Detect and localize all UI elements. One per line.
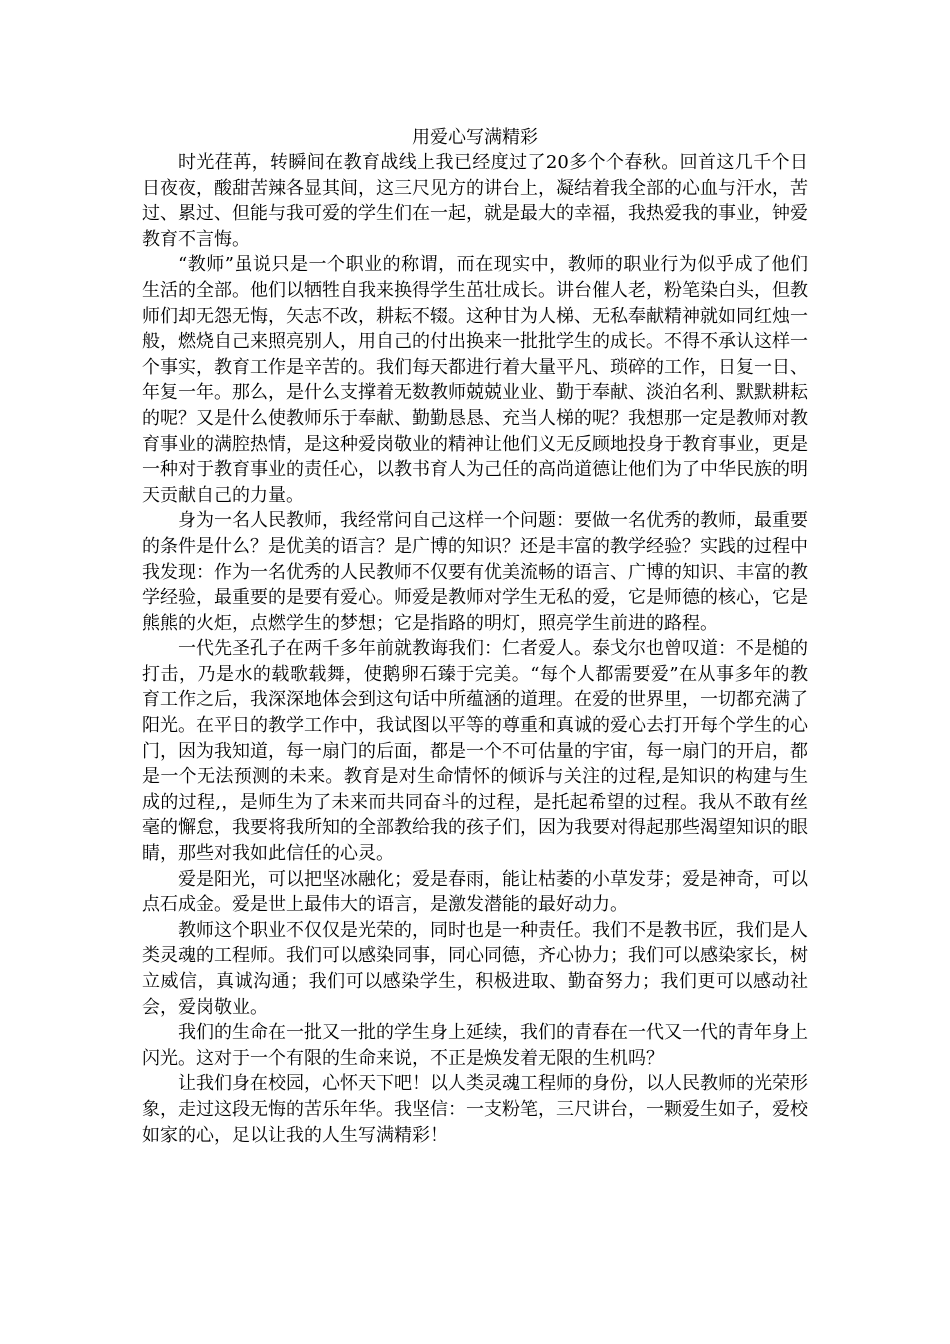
paragraph-1: 时光荏苒，转瞬间在教育战线上我已经度过了20多个个春秋。回首这几千个日日夜夜，酸甜苦辣各显其间，这三尺见方的讲台上，凝结着我全部的心血与汗水，苦过、累过、但能与我可爱的学生们在一起，就是最大的幸福，我热爱我的事业，钟爱教育不言悔。	[142, 152, 808, 250]
paragraph-6: 教师这个职业不仅仅是光荣的，同时也是一种责任。我们不是教书匠，我们是人类灵魂的工程师。我们可以感染同事，同心同德，齐心协力；我们可以感染家长，树立威信，真诚沟通；我们可以感染学生，积极进取、勤奋努力；我们更可以感动社会，爱岗敬业。	[142, 919, 808, 1018]
paragraph-4: 一代先圣孔子在两千多年前就教诲我们：仁者爱人。泰戈尔也曾叹道：不是槌的打击，乃是水的载歌载舞，使鹅卵石臻于完美。“每个人都需要爱”在从事多年的教育工作之后，我深深地体会到这句话中所蕴涵的道理。在爱的世界里，一切都充满了阳光。在平日的教学工作中，我试图以平等的尊重和真诚的爱心去打开每个学生的心门，因为我知道，每一扇门的后面，都是一个不可估量的宇宙，每一扇门的开启，都是一个无法预测的未来。教育是对生命情怀的倾诉与关注的过程,是知识的构建与生成的过程,，是师生为了未来而共同奋斗的过程，是托起希望的过程。我从不敢有丝毫的懈怠，我要将我所知的全部教给我的孩子们，因为我要对得起那些渴望知识的眼睛，那些对我如此信任的心灵。	[142, 638, 808, 865]
paragraph-8: 让我们身在校园，心怀天下吧！以人类灵魂工程师的身份，以人民教师的光荣形象，走过这段无悔的苦乐年华。我坚信：一支粉笔，三尺讲台，一颗爱生如子，爱校如家的心，足以让我的人生写满精彩！	[142, 1073, 808, 1146]
document-page	[142, 125, 808, 1148]
paragraph-2: “教师”虽说只是一个职业的称谓，而在现实中，教师的职业行为似乎成了他们生活的全部。他们以牺牲自我来换得学生茁壮成长。讲台催人老，粉笔染白头，但教师们却无怨无悔，矢志不改，耕耘不辍。这种甘为人梯、无私奉献精神就如同红烛一般，燃烧自己来照亮别人，用自己的付出换来一批批学生的成长。不得不承认这样一个事实，教育工作是辛苦的。我们每天都进行着大量平凡、琐碎的工作，日复一日、年复一年。那么，是什么支撑着无数教师兢兢业业、勤于奉献、淡泊名利、默默耕耘的呢？又是什么使教师乐于奉献、勤勤恳恳、充当人梯的呢？我想那一定是教师对教育事业的满腔热情，是这种爱岗敬业的精神让他们义无反顾地投身于教育事业，更是一种对于教育事业的责任心，以教书育人为己任的高尚道德让他们为了中华民族的明天贡献自己的力量。	[142, 254, 808, 506]
document-title: 用爱心写满精彩	[412, 127, 538, 148]
paragraph-5: 爱是阳光，可以把坚冰融化；爱是春雨，能让枯萎的小草发芽；爱是神奇，可以点石成金。爱是世上最伟大的语言，是激发潜能的最好动力。	[142, 868, 808, 916]
paragraph-3: 身为一名人民教师，我经常问自己这样一个问题：要做一名优秀的教师，最重要的条件是什么？是优美的语言？是广博的知识？还是丰富的教学经验？实践的过程中我发现：作为一名优秀的人民教师不仅要有优美流畅的语言、广博的知识、丰富的教学经验，最重要的是要有爱心。师爱是教师对学生无私的爱，它是师德的核心，它是熊熊的火炬，点燃学生的梦想；它是指路的明灯，照亮学生前进的路程。	[142, 510, 808, 634]
paragraph-7: 我们的生命在一批又一批的学生身上延续，我们的青春在一代又一代的青年身上闪光。这对于一个有限的生命来说，不正是焕发着无限的生机吗？	[142, 1022, 808, 1069]
